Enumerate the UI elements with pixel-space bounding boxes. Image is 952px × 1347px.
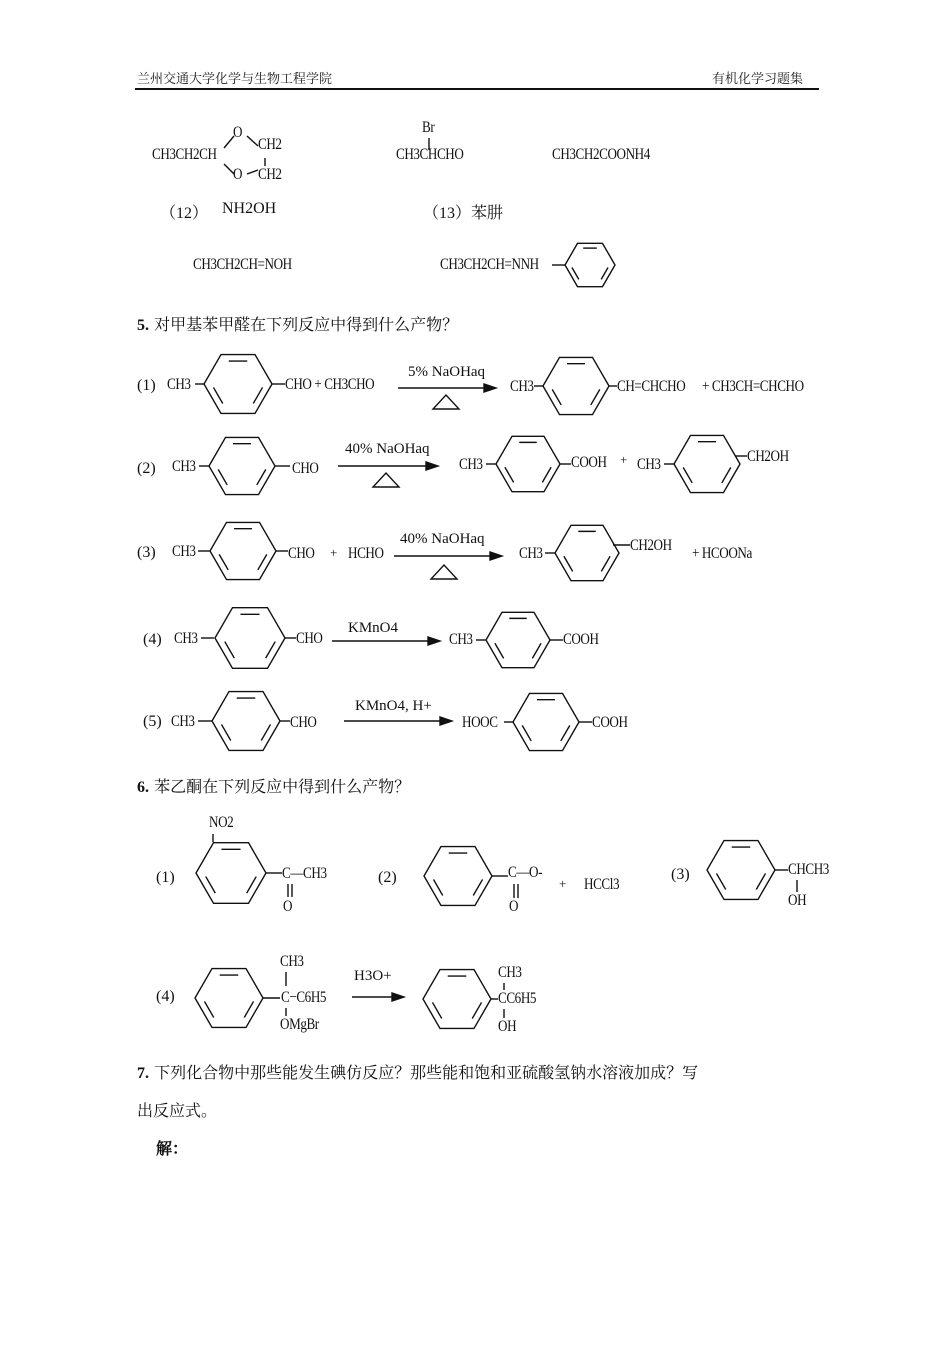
q5-5-condition: KMnO4, H+: [355, 698, 432, 714]
q6-1-label: (1): [156, 869, 175, 886]
q5-2-reactant-ch3: CH3: [172, 458, 196, 475]
ring-double-bond: [247, 877, 257, 894]
q5-4-product-tail: COOH: [563, 631, 599, 648]
ring-double-bond: [225, 642, 235, 659]
q5-3-product-ch3: CH3: [519, 545, 543, 562]
ring-double-bond: [532, 643, 541, 658]
arrow-head: [440, 717, 452, 725]
item13-label: （13）苯肼: [423, 205, 504, 222]
q6-4-product-ch3: CH3: [498, 964, 522, 981]
q6-3-oh: OH: [788, 892, 807, 909]
ring-double-bond: [505, 467, 514, 482]
ring-double-bond: [591, 389, 600, 405]
ring-double-bond: [204, 1001, 213, 1017]
q5-3-product-tail: CH2OH: [630, 537, 672, 554]
ring-double-bond: [432, 1002, 441, 1018]
q6-3-ring: [707, 841, 775, 900]
arrow-head: [392, 993, 404, 1001]
ring-double-bond: [564, 556, 573, 571]
q6-2-ring: [424, 847, 492, 906]
ammonium-salt: CH3CH2COONH4: [552, 146, 650, 163]
q6-4-reactant-ring: [195, 969, 263, 1028]
q6-1-chain: C—CH3: [282, 865, 327, 882]
q5-1-reactant-ch3: CH3: [167, 376, 191, 393]
q5-2-product-ring: [496, 436, 560, 491]
q5-5-product-ring: [513, 693, 579, 750]
ring-double-bond: [716, 873, 725, 889]
q5-5-reactant-ring: [212, 692, 280, 751]
q6-4-product-mid: CC6H5: [498, 990, 537, 1007]
acetal-chain: CH3CH2CH: [152, 146, 217, 163]
q5-heading: 5. 对甲基苯甲醛在下列反应中得到什么产物？: [137, 315, 459, 334]
ring-double-bond: [244, 1001, 253, 1017]
ring-double-bond: [722, 467, 731, 483]
ring-double-bond: [542, 467, 551, 482]
ring-double-bond: [261, 724, 270, 740]
q5-1-product-ring: [543, 357, 609, 414]
ring-double-bond: [221, 724, 230, 740]
q5-5-product-tail: COOH: [592, 714, 628, 731]
q5-3-label: (3): [137, 544, 156, 561]
arrow-head: [428, 637, 440, 645]
q5-1-reactant-ring: [204, 355, 272, 414]
q7-answer: 解：: [156, 1139, 189, 1158]
acetal-o-top: O: [233, 124, 243, 141]
q5-3-product-ring: [555, 525, 619, 580]
q5-2-reactant-tail: CHO: [292, 460, 319, 477]
q5-2-product-tail: COOH: [571, 454, 607, 471]
q6-3-chain: CHCH3: [788, 861, 829, 878]
bromo-br: Br: [422, 119, 435, 136]
header-left: 兰州交通大学化学与生物工程学院: [137, 71, 333, 86]
acetal-o-bottom: O: [233, 166, 243, 183]
q5-3-plus: +: [330, 545, 338, 560]
hydrazone: CH3CH2CH=NNH: [440, 256, 539, 273]
q7-line1: 7. 下列化合物中那些能发生碘仿反应？那些能和饱和亚硫酸氢钠水溶液加成？写: [137, 1063, 699, 1082]
q6-1-no2: NO2: [209, 814, 234, 831]
arrow-head: [490, 552, 502, 560]
q5-3-heat: [431, 565, 457, 579]
q6-2-o: O: [509, 898, 519, 915]
acetal-ch2-top: CH2: [258, 136, 282, 153]
q5-5-label: (5): [143, 713, 162, 730]
q7-line2: 出反应式。: [137, 1101, 218, 1120]
ring-double-bond: [266, 642, 276, 659]
acetal-bond: [247, 170, 258, 174]
q5-5-reactant-ch3: CH3: [171, 713, 195, 730]
q5-2-plus: +: [620, 452, 628, 467]
ring-double-bond: [552, 389, 561, 405]
q6-4-condition: H3O+: [354, 968, 392, 984]
q5-5-product-head: HOOC: [462, 714, 498, 731]
q6-2-hccl3: HCCl3: [584, 876, 620, 893]
q5-1-heat: [433, 395, 459, 409]
arrow-head: [484, 384, 496, 392]
q5-4-label: (4): [143, 631, 162, 648]
q5-2-condition: 40% NaOHaq: [345, 441, 430, 457]
header-right: 有机化学习题集: [712, 71, 804, 86]
ring-double-bond: [253, 387, 262, 403]
ring-double-bond: [218, 469, 227, 485]
ring-double-bond: [206, 877, 216, 894]
q6-2-plus: +: [559, 876, 567, 891]
ring-double-bond: [258, 554, 267, 570]
q5-3-extra: + HCOONa: [692, 545, 752, 562]
oxime: CH3CH2CH=NOH: [193, 256, 292, 273]
q6-4-ch3: CH3: [280, 953, 304, 970]
q6-3-label: (3): [671, 866, 690, 883]
ring-double-bond: [473, 879, 482, 895]
q6-heading: 6. 苯乙酮在下列反应中得到什么产物？: [137, 777, 411, 796]
q6-4-mid: C−C6H5: [281, 989, 327, 1006]
q5-2-product2-ring: [674, 435, 740, 492]
ring-double-bond: [683, 467, 692, 483]
acetal-bond: [247, 136, 258, 146]
ring-double-bond: [601, 556, 610, 571]
q6-4-omgbr: OMgBr: [280, 1016, 319, 1033]
item12-reagent: NH2OH: [222, 200, 277, 217]
q5-4-reactant-ring: [215, 608, 285, 669]
ring-double-bond: [213, 387, 222, 403]
q5-2-label: (2): [137, 460, 156, 477]
q5-3-reactant-ch3: CH3: [172, 543, 196, 560]
q5-2-product-ch3: CH3: [459, 456, 483, 473]
q5-5-reactant-tail: CHO: [290, 714, 317, 731]
ring-double-bond: [522, 725, 531, 741]
q5-4-reactant-ch3: CH3: [174, 630, 198, 647]
acetal-ch2-bottom: CH2: [258, 166, 282, 183]
q5-2-reactant-ring: [209, 437, 275, 494]
q5-3-reactant-tail: CHO: [288, 545, 315, 562]
ring-double-bond: [472, 1002, 481, 1018]
q5-2-heat: [373, 473, 399, 487]
arrow-head: [426, 462, 438, 470]
q6-4-product-ring: [423, 970, 491, 1029]
hydrazone-benzene-ring: [565, 243, 615, 286]
q5-1-product-ch3: CH3: [510, 378, 534, 395]
ring-double-bond: [219, 554, 228, 570]
q5-1-product-tail: CH=CHCHO: [617, 378, 686, 395]
q6-1-o: O: [283, 898, 293, 915]
q5-1-reactant-tail: CHO + CH3CHO: [285, 376, 375, 393]
q5-3-reactant-ring: [210, 522, 276, 579]
q5-3-condition: 40% NaOHaq: [400, 531, 485, 547]
q6-2-label: (2): [378, 869, 397, 886]
q5-4-reactant-tail: CHO: [296, 630, 323, 647]
ring-double-bond: [495, 643, 504, 658]
item12-label: （12）: [160, 205, 209, 222]
q6-4-label: (4): [156, 988, 175, 1005]
q5-1-extra: + CH3CH=CHCHO: [702, 378, 804, 395]
ring-double-bond: [756, 873, 765, 889]
q5-2-product2-tail: CH2OH: [747, 448, 789, 465]
q6-4-product-oh: OH: [498, 1018, 517, 1035]
ring-double-bond: [257, 469, 266, 485]
q5-1-condition: 5% NaOHaq: [408, 364, 486, 380]
q6-1-ring: [196, 843, 266, 904]
ring-double-bond: [433, 879, 442, 895]
q5-1-label: (1): [137, 377, 156, 394]
q5-4-condition: KMnO4: [348, 620, 399, 636]
ring-double-bond: [561, 725, 570, 741]
bromo-aldehyde: CH3CHCHO: [396, 146, 464, 163]
q5-4-product-ch3: CH3: [449, 631, 473, 648]
q5-3-reagent: HCHO: [348, 545, 384, 562]
q5-4-product-ring: [486, 612, 550, 667]
q6-2-chain: C—O-: [508, 864, 543, 881]
q5-2-product2-ch3: CH3: [637, 456, 661, 473]
